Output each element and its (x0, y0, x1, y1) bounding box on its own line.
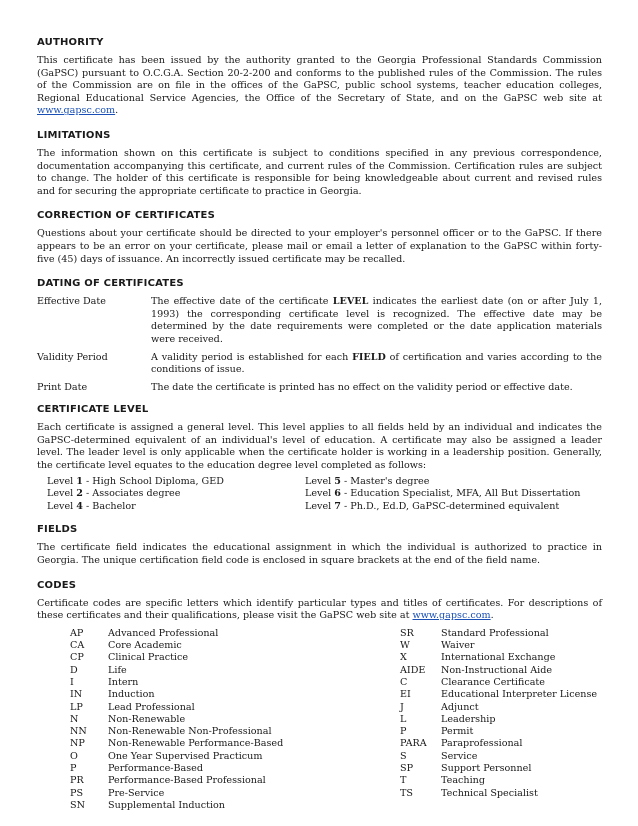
code-abbreviation: SP (400, 763, 414, 775)
code-description: Advanced Professional (108, 627, 219, 639)
code-description: Clinical Practice (108, 652, 189, 664)
level-label: Level (305, 488, 335, 500)
level-label: Level (47, 500, 77, 512)
code-description: Adjunct (441, 701, 479, 713)
code-row (400, 775, 597, 787)
code-row (70, 714, 400, 726)
section-title: DATING OF CERTIFICATES (37, 278, 184, 290)
code-description: Technical Specialist (441, 787, 538, 799)
dating-section (37, 277, 602, 394)
code-description: Clearance Certificate (441, 677, 545, 688)
level-desc: - Ph.D., Ed.D, GaPSC-determined equivalent (340, 500, 560, 512)
code-abbreviation: PARA (400, 738, 427, 750)
code-description: Leadership (441, 713, 496, 725)
code-row (400, 640, 597, 652)
code-description: Educational Interpreter License (441, 689, 598, 701)
date-text-part: A validity period is established for each (151, 351, 353, 363)
code-abbreviation: S (400, 750, 407, 762)
level-number: 5 (334, 475, 341, 487)
code-abbreviation: SR (400, 627, 414, 639)
section-text: Questions about your certificate should be directed to your employer's personnel officer or to the GaPSC. If there appears to be an error on your certificate, please mail or email a letter of explanation to the GaPSC within forty-five (45) days of issuance. An incorrectly issued certificate may be recalled. (37, 228, 602, 265)
code-description: Core Academic (108, 640, 182, 652)
code-row (70, 652, 400, 664)
code-row (70, 775, 400, 787)
code-row (70, 665, 400, 677)
code-description: Non-Instructional Aide (441, 664, 553, 676)
code-row (70, 788, 400, 800)
code-row (400, 652, 597, 664)
level-item (305, 476, 602, 489)
section-text: The certificate field indicates the educational assignment in which the individual is authorized to practice in Georgia. The unique certification field code is enclosed in square brackets at the end of the field name. (37, 542, 602, 567)
code-row (70, 751, 400, 763)
level-item (47, 488, 305, 501)
code-row (70, 763, 400, 775)
code-description: Paraprofessional (441, 738, 523, 750)
authority-text: This certificate has been issued by the authority granted to the Georgia Professional Standards Commission (GaPSC) pursuant to O.C.G.A. Section 20-2-200 and conforms to the published rules of the Commission. The rules of the Commission are on file in the offices of the GaPSC, public school systems, teacher education colleges, Regional Educational Service Agencies, the Office of the Secretary of State, and on the GaPSC web site at (37, 55, 602, 104)
code-description: Life (108, 664, 127, 676)
code-description: Performance-Based Professional (108, 775, 266, 787)
code-abbreviation: T (400, 775, 407, 787)
date-text-bold: FIELD (352, 351, 386, 363)
code-description: Performance-Based (108, 763, 204, 775)
level-label: Level (47, 475, 77, 487)
code-row (70, 800, 400, 812)
gapsc-link[interactable]: www.gapsc.com (412, 610, 491, 622)
code-description: Pre-Service (108, 787, 165, 799)
date-label: Validity Period (37, 351, 108, 363)
code-row (400, 763, 597, 775)
code-row (70, 628, 400, 640)
code-abbreviation: CP (70, 652, 84, 664)
level-item (305, 501, 602, 514)
gapsc-link[interactable]: www.gapsc.com (37, 105, 116, 117)
limitations-section (37, 129, 602, 198)
date-text (151, 296, 602, 346)
date-row (37, 296, 602, 346)
date-text (151, 382, 602, 395)
section-text: Each certificate is assigned a general level. This level applies to all fields held by an individual and indicates the GaPSC-determined equivalent of an individual's level of education. A certificate may also be assigned a leader level. The leader level is only applicable when the certificate holder is working in a leadership position. Generally, the certificate level equates to the education degree level completed as follows: (37, 422, 602, 472)
code-row (400, 665, 597, 677)
level-item (305, 488, 602, 501)
level-number: 7 (334, 500, 341, 512)
level-section (37, 403, 602, 513)
code-row (400, 751, 597, 763)
section-title: CODES (37, 579, 77, 591)
codes-column-left (37, 628, 400, 812)
code-row (70, 702, 400, 714)
code-description: Standard Professional (441, 627, 549, 639)
code-row (400, 677, 597, 689)
code-abbreviation: AP (70, 627, 84, 639)
authority-section (37, 36, 602, 118)
date-text-part: indicates the earliest date (on or after July 1, 1993) the corresponding certificate level is recognized. The effective date may be determined by the date requirements were completed or the date application materials were received. (151, 296, 603, 345)
code-row (70, 738, 400, 750)
codes-table (37, 628, 602, 812)
code-description: International Exchange (441, 652, 556, 664)
code-abbreviation: PR (70, 775, 84, 787)
punctuation: . (115, 105, 119, 117)
date-text-bold: LEVEL (332, 296, 369, 308)
dating-rows (37, 296, 602, 394)
level-number: 2 (76, 488, 83, 500)
level-desc: - Master's degree (340, 475, 430, 487)
section-title: AUTHORITY (37, 37, 104, 48)
section-text (37, 55, 602, 118)
code-description: Non-Renewable Non-Professional (108, 726, 272, 738)
code-description: Induction (108, 689, 155, 701)
correction-section (37, 209, 602, 266)
level-item (47, 501, 305, 514)
code-row (70, 677, 400, 689)
code-row (400, 788, 597, 800)
level-item (47, 476, 305, 489)
code-row (70, 640, 400, 652)
code-description: Support Personnel (441, 763, 532, 775)
date-row (37, 382, 602, 395)
level-number: 6 (334, 488, 341, 500)
code-abbreviation: IN (70, 689, 83, 701)
code-abbreviation: D (70, 664, 78, 676)
section-title: FIELDS (37, 524, 78, 536)
section-text: The information shown on this certificate is subject to conditions specified in any previous correspondence, documentation accompanying this certificate, and current rules of the Commission. Certification rules are subject to change. The holder of this certificate is responsible for being knowledgeable about current and revised rules and for securing the appropriate certificate to practice in Georgia. (37, 147, 602, 197)
code-abbreviation: EI (400, 689, 411, 701)
code-description: Non-Renewable (108, 713, 186, 725)
code-abbreviation: LP (70, 701, 83, 713)
section-text (37, 598, 602, 623)
code-abbreviation: CA (70, 640, 85, 652)
code-description: Service (441, 750, 478, 762)
level-column (37, 476, 305, 514)
level-desc: - Associates degree (82, 488, 181, 500)
code-abbreviation: TS (400, 787, 413, 799)
level-table (37, 476, 602, 514)
code-row (400, 714, 597, 726)
level-column (305, 476, 602, 514)
code-row (400, 689, 597, 701)
date-text-part: The date the certificate is printed has no effect on the validity period or effective date. (151, 381, 573, 393)
date-row (37, 352, 602, 377)
code-description: Non-Renewable Performance-Based (108, 738, 284, 750)
code-abbreviation: W (400, 640, 410, 652)
level-desc: - Education Specialist, MFA, All But Dissertation (340, 488, 581, 500)
section-title: CERTIFICATE LEVEL (37, 404, 149, 416)
code-abbreviation: NP (70, 738, 85, 750)
section-title: LIMITATIONS (37, 129, 111, 141)
code-description: Waiver (441, 640, 475, 652)
codes-section (37, 579, 602, 813)
code-abbreviation: SN (70, 799, 85, 811)
code-abbreviation: N (70, 713, 79, 725)
code-abbreviation: PS (70, 787, 84, 799)
code-abbreviation: P (70, 763, 77, 775)
code-abbreviation: I (70, 677, 74, 688)
codes-column-right (400, 628, 597, 812)
level-label: Level (305, 500, 335, 512)
date-label: Effective Date (37, 296, 106, 308)
code-abbreviation: O (70, 750, 78, 762)
certificate-back-page (37, 36, 602, 812)
code-abbreviation: L (400, 713, 407, 725)
code-description: Permit (441, 726, 474, 738)
date-label: Print Date (37, 381, 88, 393)
code-row (400, 738, 597, 750)
code-row (400, 726, 597, 738)
code-abbreviation: NN (70, 726, 87, 738)
level-label: Level (47, 488, 77, 500)
level-number: 4 (76, 500, 83, 512)
code-abbreviation: P (400, 726, 407, 738)
level-number: 1 (76, 475, 83, 487)
level-label: Level (305, 475, 335, 487)
date-text-part: of certification and varies according to the conditions of issue. (151, 351, 602, 376)
code-description: Supplemental Induction (108, 799, 225, 811)
section-title: CORRECTION OF CERTIFICATES (37, 210, 215, 222)
codes-text: Certificate codes are specific letters which identify particular types and titles of certificates. For descriptions of these certificates and their qualifications, please visit the GaPSC web site at (37, 597, 602, 622)
code-abbreviation: C (400, 677, 408, 688)
code-row (400, 628, 597, 640)
date-text-part: The effective date of the certificate (151, 296, 333, 308)
code-description: Intern (108, 677, 139, 688)
code-row (70, 689, 400, 701)
level-desc: - High School Diploma, GED (82, 475, 224, 487)
code-abbreviation: X (400, 652, 407, 664)
code-abbreviation: AIDE (400, 664, 426, 676)
punctuation: . (490, 610, 494, 622)
code-abbreviation: J (400, 701, 404, 713)
date-text (151, 352, 602, 377)
code-row (70, 726, 400, 738)
code-description: Lead Professional (108, 701, 195, 713)
code-row (400, 702, 597, 714)
code-description: One Year Supervised Practicum (108, 750, 263, 762)
code-description: Teaching (441, 775, 485, 787)
fields-section (37, 523, 602, 567)
level-desc: - Bachelor (82, 500, 136, 512)
